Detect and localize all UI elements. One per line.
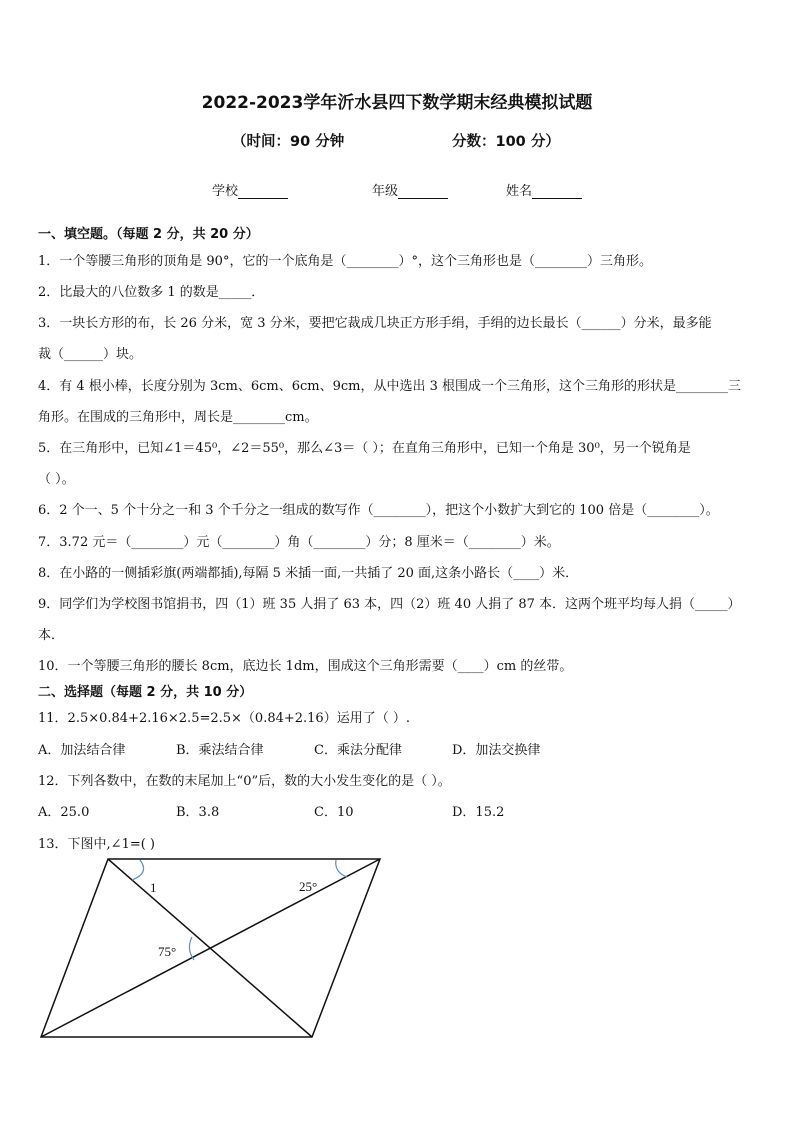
angle-1-arc <box>132 860 144 880</box>
exam-time: （时间：90 分钟 <box>232 134 345 150</box>
question-9: 9．同学们为学校图书馆捐书，四（1）班 35 人捐了 63 本，四（2）班 40 人捐了 87 本．这两个班平均每人捐（_____） <box>38 597 741 612</box>
diagonal-2 <box>41 859 380 1037</box>
grade-label: 年级 <box>372 184 399 199</box>
q11-option-b: B．乘法结合律 <box>176 743 264 758</box>
q12-option-d: D．15.2 <box>452 805 505 820</box>
question-4-cont: 角形。在围成的三角形中，周长是________cm。 <box>38 410 318 425</box>
question-5-cont: （ ）。 <box>38 472 75 487</box>
question-4: 4．有 4 根小棒，长度分别为 3cm、6cm、6cm、9cm，从中选出 3 根围成一个三角形，这个三角形的形状是________三 <box>38 379 741 394</box>
q11-option-a: A．加法结合律 <box>38 743 126 758</box>
exam-score: 分数：100 分） <box>452 134 560 150</box>
q11-option-c: C．乘法分配律 <box>314 743 402 758</box>
name-label: 姓名 <box>506 184 533 199</box>
question-8: 8．在小路的一侧插彩旗(两端都插),每隔 5 米插一面,一共插了 20 面,这条小路长（____）米． <box>38 566 579 581</box>
question-2: 2．比最大的八位数多 1 的数是_____． <box>38 285 265 300</box>
angle-75-label: 75° <box>158 944 177 959</box>
angle-25-label: 25° <box>299 879 318 894</box>
q12-option-b: B．3.8 <box>176 805 220 820</box>
angle-25-arc <box>336 860 347 877</box>
angle-1-label: 1 <box>150 880 157 895</box>
question-3-cont: 裁（______）块。 <box>38 347 143 362</box>
question-3: 3．一块长方形的布，长 26 分米，宽 3 分米，要把它裁成几块正方形手绢，手绢的边长最长（______）分米，最多能 <box>38 316 712 331</box>
section-1-heading: 一、填空题。（每题 2 分，共 20 分） <box>38 227 259 242</box>
school-label: 学校 <box>212 184 239 199</box>
page-title: 2022-2023学年沂水县四下数学期末经典模拟试题 <box>201 93 593 113</box>
section-2-heading: 二、选择题（每题 2 分，共 10 分） <box>38 685 253 700</box>
question-9-cont: 本． <box>38 628 65 643</box>
q12-option-a: A．25.0 <box>38 805 90 820</box>
question-5: 5．在三角形中，已知∠1＝45⁰，∠2＝55⁰，那么∠3＝（ ）；在直角三角形中，已知一个角是 30⁰，另一个锐角是 <box>38 441 691 456</box>
question-11: 11．2.5×0.84+2.16×2.5=2.5×（0.84+2.16）运用了（ ）. <box>38 711 410 726</box>
q12-option-c: C．10 <box>314 805 354 820</box>
q11-option-d: D．加法交换律 <box>452 743 541 758</box>
question-6: 6．2 个一、5 个十分之一和 3 个千分之一组成的数写作（________），把这个小数扩大到它的 100 倍是（________）。 <box>38 503 719 518</box>
question-1: 1．一个等腰三角形的顶角是 90°，它的一个底角是（________）°，这个三角形也是（________）三角形。 <box>38 254 652 269</box>
question-13: 13．下图中,∠1=( ) <box>38 837 156 852</box>
question-7: 7．3.72 元＝（________）元（________）角（________）分；8 厘米＝（________）米。 <box>38 535 560 550</box>
question-12: 12．下列各数中，在数的末尾加上“0”后，数的大小发生变化的是（ ）。 <box>38 774 451 789</box>
question-10: 10．一个等腰三角形的腰长 8cm，底边长 1dm，围成这个三角形需要（____）cm 的丝带。 <box>38 659 573 674</box>
